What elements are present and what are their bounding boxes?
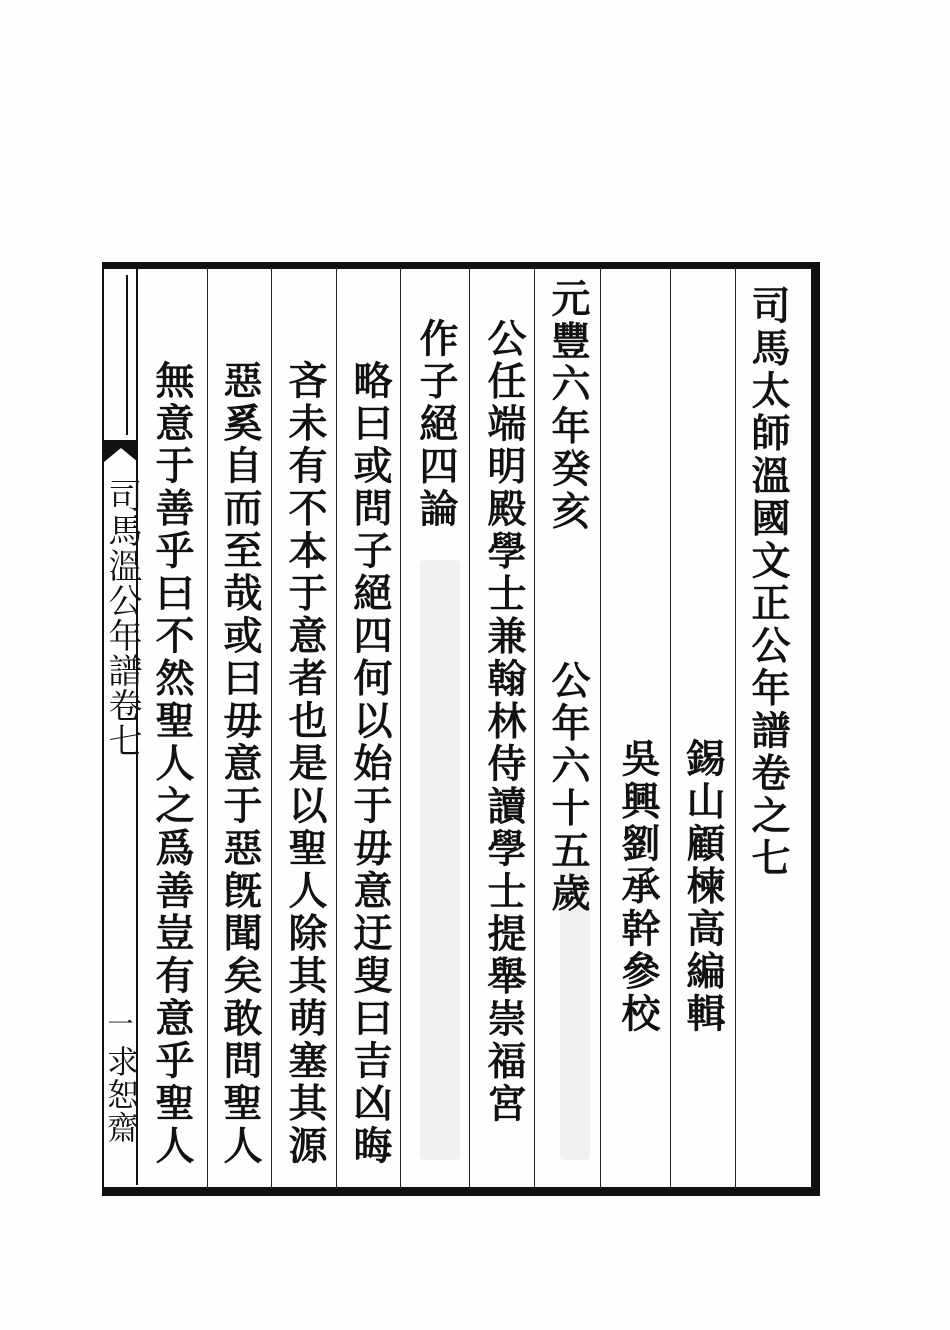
proofreader-credit: 吳興劉承幹參校	[615, 738, 661, 1036]
column-rule	[336, 269, 337, 1187]
page-frame	[102, 262, 820, 1196]
edge-inner-line	[126, 275, 128, 435]
column-rule	[469, 269, 470, 1187]
edge-title: 司馬溫公年譜卷七	[102, 478, 142, 758]
text-line: 略曰或問子絕四何以始于毋意迂叟曰吉凶晦	[347, 360, 393, 1168]
column-rule	[600, 269, 601, 1187]
volume-title: 司馬太師溫國文正公年譜卷之七	[745, 285, 791, 880]
column-rule	[534, 269, 535, 1187]
text-line: 無意于善乎曰不然聖人之爲善豈有意乎聖人	[149, 360, 195, 1168]
column-rule	[400, 269, 401, 1187]
column-rule	[670, 269, 671, 1187]
edge-page-number: 一	[103, 1010, 133, 1037]
fishtail-ornament	[104, 440, 138, 462]
column-rule	[735, 269, 736, 1187]
column-rule	[271, 269, 272, 1187]
compiler-credit: 錫山顧楝高編輯	[680, 738, 726, 1036]
edge-studio-name: 求恕齋	[102, 1045, 140, 1144]
text-line: 吝未有不本于意者也是以聖人除其萌塞其源	[282, 360, 328, 1168]
age-note: 公年六十五歲	[545, 660, 591, 915]
year-heading: 元豐六年癸亥	[545, 278, 591, 533]
work-title: 作子絕四論	[413, 318, 459, 531]
text-line: 惡奚自而至哉或曰毋意于惡旣聞矣敢問聖人	[217, 360, 263, 1168]
office-line: 公任端明殿學士兼翰林侍讀學士提舉崇福宮	[481, 318, 527, 1126]
column-rule	[207, 269, 208, 1187]
